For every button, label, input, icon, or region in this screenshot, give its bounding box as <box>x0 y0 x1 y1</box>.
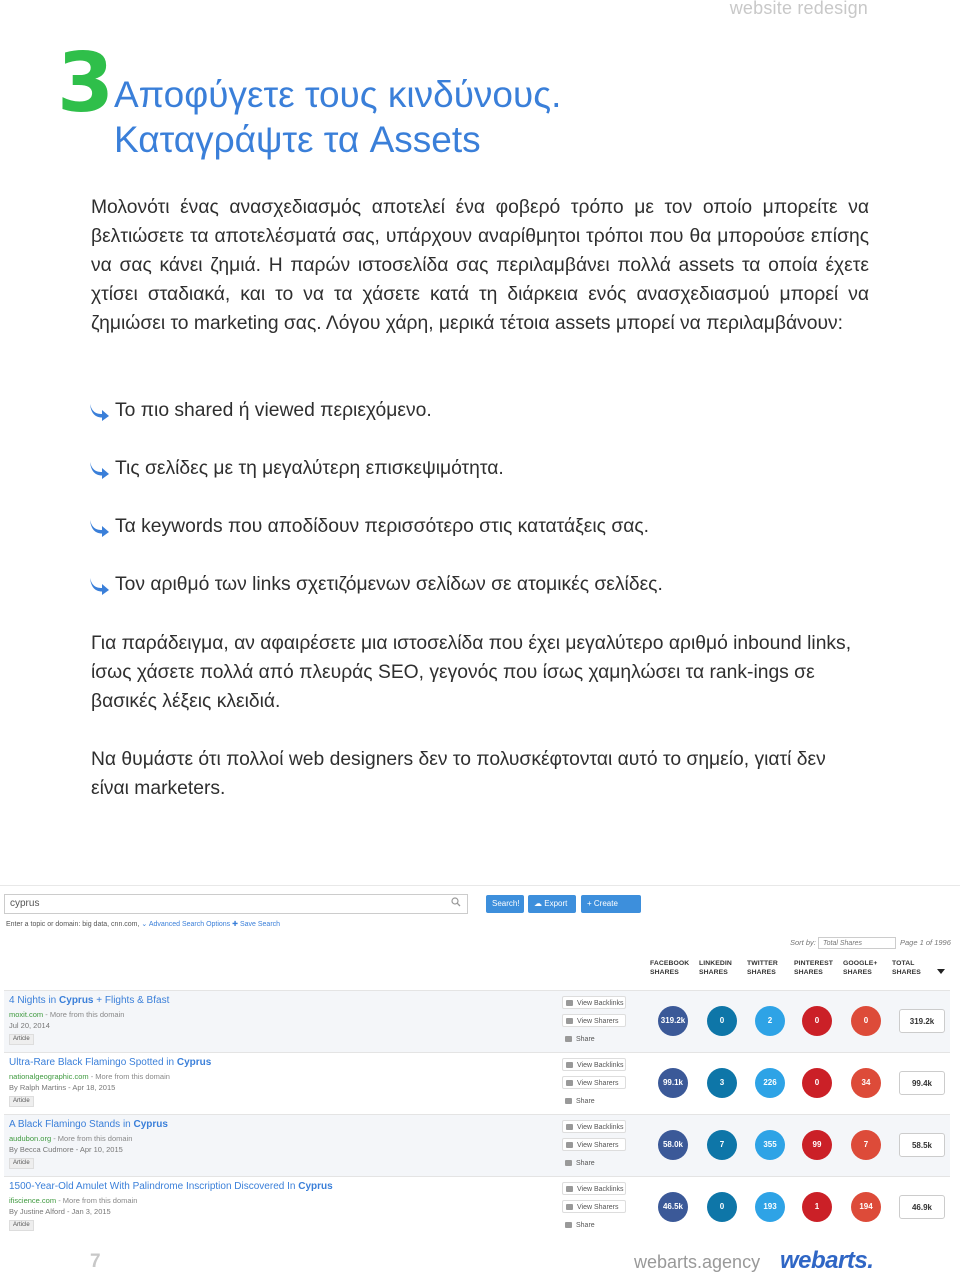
list-item <box>88 571 663 629</box>
column-header-twitter[interactable]: TWITTER SHARES <box>747 960 778 976</box>
twitter-shares-count: 2 <box>755 1006 785 1036</box>
sort-label: Sort by: <box>790 938 816 947</box>
result-title-pre: A Black Flamingo Stands in <box>9 1119 134 1130</box>
webarts-logo: webarts. <box>780 1247 874 1274</box>
google-shares-count: 0 <box>851 1006 881 1036</box>
reminder-paragraph: Να θυμάστε ότι πολλοί web designers δεν το πολυσκέφτονται αυτό το σημείο, γιατί δεν είναι marketers. <box>91 749 826 799</box>
action-label: View Sharers <box>577 1204 619 1211</box>
result-type-badge: Article <box>9 1158 34 1169</box>
view-backlinks-button[interactable] <box>562 1182 626 1195</box>
share-icon <box>565 1098 572 1104</box>
facebook-shares-count: 319.2k <box>658 1006 688 1036</box>
google-shares-count: 34 <box>851 1068 881 1098</box>
export-button[interactable] <box>528 895 576 913</box>
linkedin-shares-count: 3 <box>707 1068 737 1098</box>
result-domain-name[interactable]: audubon.org <box>9 1134 52 1143</box>
share-icon <box>565 1222 572 1228</box>
list-item-text: Τα keywords που αποδίδουν περισσότερο στις κατατάξεις σας. <box>115 516 650 537</box>
create-alert-button[interactable]: + Create Alert <box>581 895 641 913</box>
link-icon <box>566 1186 573 1192</box>
action-label: View Backlinks <box>577 1000 624 1007</box>
result-date: By Ralph Martins - Apr 18, 2015 <box>9 1083 116 1092</box>
result-date: By Justine Alford - Jan 3, 2015 <box>9 1207 111 1216</box>
result-domain <box>9 1196 137 1205</box>
users-icon <box>566 1204 573 1210</box>
chevron-down-icon: ⌄ <box>141 921 148 928</box>
twitter-shares-count: 193 <box>755 1192 785 1222</box>
facebook-shares-count: 58.0k <box>658 1130 688 1160</box>
result-domain <box>9 1134 132 1143</box>
pinterest-shares-count: 99 <box>802 1130 832 1160</box>
users-icon <box>566 1018 573 1024</box>
pagination-text: Page 1 of 1996 <box>900 938 951 947</box>
view-backlinks-button[interactable] <box>562 1058 626 1071</box>
action-label: View Sharers <box>577 1018 619 1025</box>
pinterest-shares-count: 0 <box>802 1068 832 1098</box>
search-hint <box>6 920 280 928</box>
result-title-pre: 1500-Year-Old Amulet With Palindrome Inscription Discovered In <box>9 1181 299 1192</box>
footer-url: webarts.agency <box>634 1252 761 1272</box>
search-hint-text: Enter a topic or domain: big data, cnn.com, <box>6 921 140 928</box>
list-item-text: Τις σελίδες με τη μεγαλύτερη επισκεψιμότητα. <box>115 458 504 479</box>
plus-icon: ✚ <box>232 921 239 928</box>
linkedin-shares-count: 7 <box>707 1130 737 1160</box>
list-item <box>88 397 663 455</box>
column-header-pinterest[interactable]: PINTEREST SHARES <box>794 960 834 976</box>
action-label: Share <box>576 1036 595 1043</box>
result-domain-name[interactable]: ifiscience.com <box>9 1196 57 1205</box>
google-shares-count: 7 <box>851 1130 881 1160</box>
pinterest-shares-count: 0 <box>802 1006 832 1036</box>
section-title <box>114 72 561 162</box>
google-shares-count: 194 <box>851 1192 881 1222</box>
result-title-post: + Flights & Bfast <box>93 995 170 1006</box>
total-shares-count: 58.5k <box>899 1133 945 1157</box>
action-label: View Backlinks <box>577 1186 624 1193</box>
result-type-badge: Article <box>9 1034 34 1045</box>
section-number: 3 <box>57 36 112 131</box>
result-title[interactable] <box>9 1181 333 1192</box>
sort-select[interactable]: Total Shares <box>818 937 896 949</box>
save-search-link[interactable]: Save Search <box>239 921 281 928</box>
table-row <box>4 1114 950 1176</box>
list-item <box>88 513 663 571</box>
header-tag: website redesign <box>729 0 868 18</box>
table-row <box>4 1176 950 1231</box>
list-item-text: Τον αριθμό των links σχετιζόμενων σελίδων σε ατομικές σελίδες. <box>115 574 663 595</box>
column-header-facebook[interactable]: FACEBOOK SHARES <box>650 960 690 976</box>
cloud-icon: ☁ <box>534 899 542 908</box>
result-title[interactable] <box>9 1119 168 1130</box>
view-sharers-button[interactable] <box>562 1138 626 1151</box>
result-title-pre: Ultra-Rare Black Flamingo Spotted in <box>9 1057 177 1068</box>
action-label: View Sharers <box>577 1080 619 1087</box>
search-icon <box>451 897 461 907</box>
column-header-linkedin[interactable]: LINKEDIN SHARES <box>699 960 732 976</box>
share-button[interactable] <box>562 1157 626 1170</box>
sort-caret-icon <box>937 969 945 974</box>
view-sharers-button[interactable] <box>562 1200 626 1213</box>
linkedin-shares-count: 0 <box>707 1192 737 1222</box>
search-button[interactable]: Search! <box>486 895 524 913</box>
pinterest-shares-count: 1 <box>802 1192 832 1222</box>
table-row <box>4 1052 950 1114</box>
action-label: View Sharers <box>577 1142 619 1149</box>
share-icon <box>565 1160 572 1166</box>
link-icon <box>566 1124 573 1130</box>
arrow-icon <box>88 517 110 537</box>
share-button[interactable] <box>562 1095 626 1108</box>
column-header-google[interactable]: GOOGLE+ SHARES <box>843 960 878 976</box>
linkedin-shares-count: 0 <box>707 1006 737 1036</box>
list-item <box>88 455 663 513</box>
result-type-badge: Article <box>9 1096 34 1107</box>
section-title-line1: Αποφύγετε τους κινδύνους. <box>114 74 562 115</box>
action-label: View Backlinks <box>577 1124 624 1131</box>
action-label: Share <box>576 1222 595 1229</box>
page-number: 7 <box>90 1251 101 1272</box>
intro-paragraph: Μολονότι ένας ανασχεδιασμός αποτελεί ένα φοβερό τρόπο με τον οποίο μπορείτε να βελτιώσετε τα αποτελέσματά σας, υπάρχουν αναρίθμητοι τρόποι που θα μπορούσε επίσης να σας κάνει ζημιά. Η παρών ιστοσελίδα σας περιλαμβάνει πολλά assets τα οποία έχετε χτίσει σταδιακά, και το να τα χάσετε κατά τη διάρκεια ενός ανασχεδιασμού μπορεί να ζημιώσει το marketing σας. Λόγου χάρη, μερικά τέτοια assets μπορεί να περιλαμβάνουν: <box>91 197 869 334</box>
list-item-text: Το πιο shared ή viewed περιεχόμενο. <box>115 400 432 421</box>
facebook-shares-count: 99.1k <box>658 1068 688 1098</box>
export-label: Export <box>544 899 568 908</box>
result-domain-name[interactable]: nationalgeographic.com <box>9 1072 89 1081</box>
view-sharers-button[interactable] <box>562 1076 626 1089</box>
result-domain-more[interactable]: - More from this domain <box>88 1072 170 1081</box>
share-button[interactable] <box>562 1033 626 1046</box>
result-title-keyword: Cyprus <box>59 995 94 1006</box>
share-icon <box>565 1036 572 1042</box>
share-button[interactable] <box>562 1219 626 1231</box>
example-paragraph: Για παράδειγμα, αν αφαιρέσετε μια ιστοσελίδα που έχει μεγαλύτερο αριθμό inbound links, ίσως χάσετε πολλά από πλευράς SEO, γεγονός που ίσως χαμηλώσει τα rank-ings σε βασικές λέξεις κλειδιά. <box>91 633 852 712</box>
result-date: By Becca Cudmore - Apr 10, 2015 <box>9 1145 123 1154</box>
result-domain <box>9 1010 124 1019</box>
column-header-total[interactable]: TOTAL SHARES <box>892 960 921 976</box>
section-title-line2: Καταγράψτε τα Assets <box>114 119 481 160</box>
result-domain-more[interactable]: - More from this domain <box>43 1010 125 1019</box>
result-date: Jul 20, 2014 <box>9 1021 50 1030</box>
arrow-icon <box>88 401 110 421</box>
result-domain-name[interactable]: moxit.com <box>9 1010 44 1019</box>
result-domain <box>9 1072 170 1081</box>
total-shares-count: 46.9k <box>899 1195 945 1219</box>
search-input-value: cyprus <box>10 898 40 909</box>
total-shares-count: 319.2k <box>899 1009 945 1033</box>
asset-list <box>88 397 663 629</box>
result-title-keyword: Cyprus <box>133 1119 168 1130</box>
action-label: Share <box>576 1160 595 1167</box>
table-row <box>4 990 950 1052</box>
users-icon <box>566 1142 573 1148</box>
result-domain-more[interactable]: - More from this domain <box>56 1196 138 1205</box>
result-type-badge: Article <box>9 1220 34 1231</box>
link-icon <box>566 1000 573 1006</box>
result-title-keyword: Cyprus <box>176 1057 212 1068</box>
result-title-pre: 4 Nights in <box>9 995 60 1006</box>
facebook-shares-count: 46.5k <box>658 1192 688 1222</box>
view-sharers-button[interactable] <box>562 1014 626 1027</box>
view-backlinks-button[interactable] <box>562 996 626 1009</box>
search-input[interactable] <box>4 894 468 914</box>
result-domain-more[interactable]: - More from this domain <box>51 1134 133 1143</box>
users-icon <box>566 1080 573 1086</box>
action-label: Share <box>576 1098 595 1105</box>
result-title[interactable] <box>9 995 169 1006</box>
advanced-search-link[interactable]: Advanced Search Options <box>148 921 231 928</box>
twitter-shares-count: 226 <box>755 1068 785 1098</box>
twitter-shares-count: 355 <box>755 1130 785 1160</box>
result-title-keyword: Cyprus <box>298 1181 333 1192</box>
link-icon <box>566 1062 573 1068</box>
result-title[interactable] <box>9 1057 211 1068</box>
view-backlinks-button[interactable] <box>562 1120 626 1133</box>
arrow-icon <box>88 459 110 479</box>
arrow-icon <box>88 575 110 595</box>
total-shares-count: 99.4k <box>899 1071 945 1095</box>
action-label: View Backlinks <box>577 1062 624 1069</box>
buzzsumo-screenshot <box>0 885 960 1231</box>
